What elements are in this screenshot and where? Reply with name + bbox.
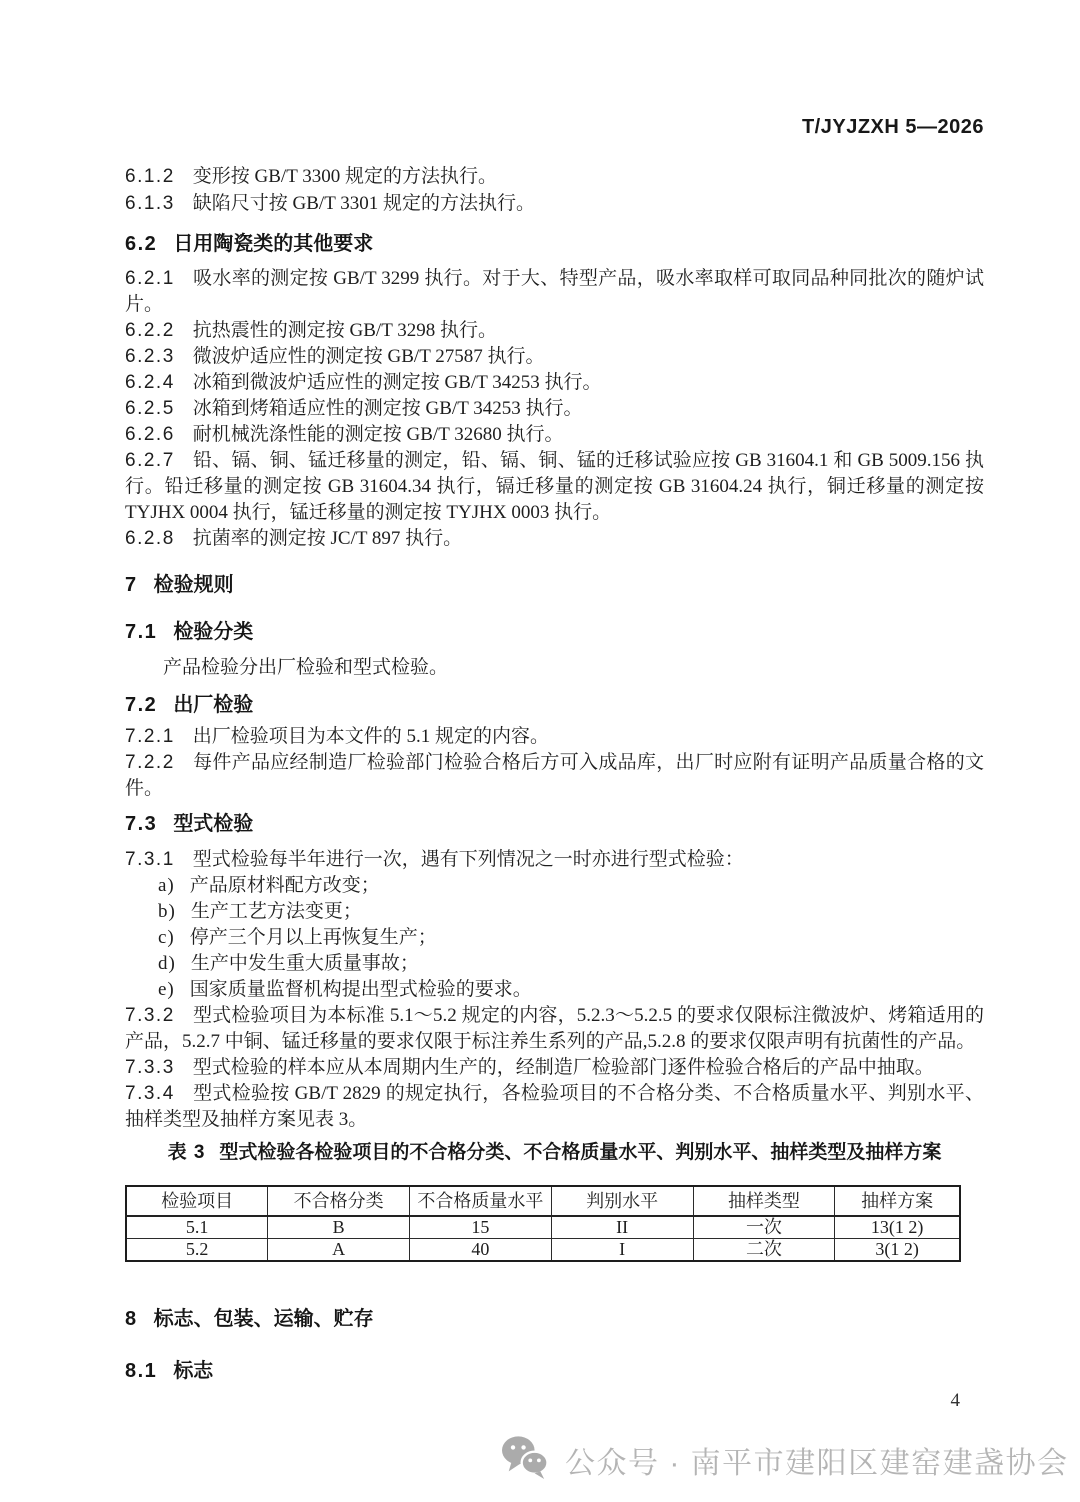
heading-text: 标志 bbox=[173, 1360, 214, 1382]
table-cell: II bbox=[551, 1216, 693, 1239]
heading-8 bbox=[125, 1306, 984, 1333]
list-item-e bbox=[125, 977, 984, 1003]
clause-text: 型式检验的样本应从本周期内生产的，经制造厂检验部门逐件检验合格后的产品中抽取。 bbox=[192, 1057, 934, 1078]
clause-text: 抗热震性的测定按 GB/T 3298 执行。 bbox=[192, 320, 497, 341]
clause-number: 6.2.2 bbox=[125, 320, 175, 341]
clause-number: 6.2.8 bbox=[125, 528, 175, 549]
table-title: 型式检验各检验项目的不合格分类、不合格质量水平、判别水平、抽样类型及抽样方案 bbox=[219, 1142, 942, 1163]
list-letter: b) bbox=[158, 901, 176, 922]
table-cell: 5.1 bbox=[126, 1216, 268, 1239]
list-letter: e) bbox=[158, 979, 175, 1000]
clause-number: 6.2.4 bbox=[125, 372, 175, 393]
clause-text: 变形按 GB/T 3300 规定的方法执行。 bbox=[192, 166, 497, 187]
list-item-c bbox=[125, 925, 984, 951]
clause-text: 每件产品应经制造厂检验部门检验合格后方可入成品库，出厂时应附有证明产品质量合格的文件。 bbox=[125, 752, 984, 799]
table-3 bbox=[125, 1185, 961, 1262]
list-text: 生产工艺方法变更； bbox=[190, 901, 362, 922]
clause-7-2-1 bbox=[125, 724, 984, 750]
clause-6-2-3 bbox=[125, 344, 984, 370]
heading-text: 日用陶瓷类的其他要求 bbox=[173, 233, 374, 255]
clause-6-2-8 bbox=[125, 526, 984, 552]
table-cell: 一次 bbox=[693, 1216, 835, 1239]
heading-7-1 bbox=[125, 619, 984, 646]
col-header-sampling-type: 抽样类型 bbox=[693, 1186, 835, 1216]
heading-number: 8 bbox=[125, 1308, 138, 1330]
clause-text: 耐机械洗涤性能的测定按 GB/T 32680 执行。 bbox=[192, 424, 564, 445]
table-label: 表 3 bbox=[167, 1142, 206, 1163]
heading-text: 型式检验 bbox=[173, 813, 254, 835]
heading-7-2 bbox=[125, 692, 984, 719]
table-row bbox=[126, 1239, 960, 1262]
clause-number: 6.1.3 bbox=[125, 193, 175, 214]
clause-number: 6.2.7 bbox=[125, 450, 175, 471]
table-cell: 13(1 2) bbox=[835, 1216, 960, 1239]
doc-number: T/JYJZXH 5—2026 bbox=[801, 116, 984, 138]
clause-text: 冰箱到微波炉适应性的测定按 GB/T 34253 执行。 bbox=[192, 372, 602, 393]
clause-number: 6.1.2 bbox=[125, 166, 175, 187]
table-cell: 40 bbox=[410, 1239, 552, 1262]
table-cell: I bbox=[551, 1239, 693, 1262]
clause-number: 6.2.1 bbox=[125, 268, 175, 289]
heading-8-1 bbox=[125, 1358, 984, 1385]
heading-7-3 bbox=[125, 811, 984, 838]
heading-number: 7 bbox=[125, 574, 138, 596]
list-text: 产品原材料配方改变； bbox=[189, 875, 380, 896]
clause-number: 6.2.6 bbox=[125, 424, 175, 445]
clause-6-2-6 bbox=[125, 422, 984, 448]
clause-text: 缺陷尺寸按 GB/T 3301 规定的方法执行。 bbox=[192, 193, 535, 214]
clause-7-3-1 bbox=[125, 847, 984, 873]
table-cell: A bbox=[268, 1239, 410, 1262]
heading-text: 出厂检验 bbox=[173, 694, 254, 716]
heading-number: 7.3 bbox=[125, 813, 158, 835]
clause-6-2-7 bbox=[125, 448, 984, 526]
list-letter: c) bbox=[158, 927, 175, 948]
list-text: 国家质量监督机构提出型式检验的要求。 bbox=[189, 979, 532, 1000]
paragraph-7-1: 产品检验分出厂检验和型式检验。 bbox=[163, 657, 449, 678]
heading-number: 6.2 bbox=[125, 233, 158, 255]
heading-number: 7.1 bbox=[125, 621, 158, 643]
list-letter: d) bbox=[158, 953, 176, 974]
clause-text: 型式检验按 GB/T 2829 的规定执行，各检验项目的不合格分类、不合格质量水平、判别水平、抽样类型及抽样方案见表 3。 bbox=[125, 1083, 984, 1130]
heading-text: 标志、包装、运输、贮存 bbox=[153, 1308, 374, 1330]
clause-text: 型式检验项目为本标准 5.1～5.2 规定的内容，5.2.3～5.2.5 的要求仅限标注微波炉、烤箱适用的产品，5.2.7 中铜、锰迁移量的要求仅限于标注养生系列的产品,5.2.8 的要求仅限声明有抗菌性的产品。 bbox=[125, 1005, 984, 1052]
table-cell: 5.2 bbox=[126, 1239, 268, 1262]
list-item-d bbox=[125, 951, 984, 977]
clause-number: 7.3.4 bbox=[125, 1083, 175, 1104]
list-letter: a) bbox=[158, 875, 175, 896]
clause-6-2-5 bbox=[125, 396, 984, 422]
col-header-defect-class: 不合格分类 bbox=[268, 1186, 410, 1216]
clause-text: 铅、镉、铜、锰迁移量的测定，铅、镉、铜、锰的迁移试验应按 GB 31604.1 和 GB 5009.156 执行。铅迁移量的测定按 GB 31604.34 执行，镉迁移量的测定按 GB 31604.24 执行，铜迁移量的测定按 TYJHX 0004 执行，锰迁移量的测定按 TYJHX 0003 执行。 bbox=[125, 450, 984, 523]
clause-7-2-2 bbox=[125, 750, 984, 802]
list-item-b bbox=[125, 899, 984, 925]
watermark-text: 公众号 · 南平市建阳区建窑建盏协会 bbox=[565, 1446, 1069, 1480]
wechat-icon bbox=[500, 1434, 550, 1485]
heading-text: 检验规则 bbox=[153, 574, 234, 596]
heading-7 bbox=[125, 572, 984, 599]
col-header-defect-quality-level: 不合格质量水平 bbox=[410, 1186, 552, 1216]
clause-text: 型式检验每半年进行一次，遇有下列情况之一时亦进行型式检验： bbox=[192, 849, 744, 870]
clause-number: 7.2.1 bbox=[125, 726, 175, 747]
col-header-inspection-item: 检验项目 bbox=[126, 1186, 268, 1216]
clause-7-3-2 bbox=[125, 1003, 984, 1055]
page-content bbox=[0, 116, 1080, 1385]
clause-7-3-3 bbox=[125, 1055, 984, 1081]
clause-7-3-4 bbox=[125, 1081, 984, 1133]
heading-6-2 bbox=[125, 231, 984, 258]
clause-6-2-2 bbox=[125, 318, 984, 344]
clause-number: 6.2.5 bbox=[125, 398, 175, 419]
clause-number: 7.3.2 bbox=[125, 1005, 175, 1026]
table-cell: 3(1 2) bbox=[835, 1239, 960, 1262]
table-row bbox=[126, 1216, 960, 1239]
table-cell: 15 bbox=[410, 1216, 552, 1239]
heading-text: 检验分类 bbox=[173, 621, 254, 643]
clause-number: 7.2.2 bbox=[125, 752, 175, 773]
table-cell: B bbox=[268, 1216, 410, 1239]
list-item-a bbox=[125, 873, 984, 899]
table-3-caption bbox=[125, 1140, 984, 1166]
clause-6-2-4 bbox=[125, 370, 984, 396]
table-cell: 二次 bbox=[693, 1239, 835, 1262]
clause-text: 微波炉适应性的测定按 GB/T 27587 执行。 bbox=[192, 346, 545, 367]
clause-text: 冰箱到烤箱适应性的测定按 GB/T 34253 执行。 bbox=[192, 398, 583, 419]
clause-number: 7.3.3 bbox=[125, 1057, 175, 1078]
col-header-sampling-plan: 抽样方案 bbox=[835, 1186, 960, 1216]
page-number: 4 bbox=[950, 1390, 960, 1411]
heading-number: 7.2 bbox=[125, 694, 158, 716]
list-text: 生产中发生重大质量事故； bbox=[190, 953, 419, 974]
clause-6-1-3 bbox=[125, 190, 984, 217]
heading-number: 8.1 bbox=[125, 1360, 158, 1382]
list-text: 停产三个月以上再恢复生产； bbox=[189, 927, 437, 948]
watermark bbox=[500, 1434, 1069, 1485]
clause-6-1-2 bbox=[125, 163, 984, 190]
clause-text: 吸水率的测定按 GB/T 3299 执行。对于大、特型产品，吸水率取样可取同品种同批次的随炉试片。 bbox=[125, 268, 984, 315]
clause-number: 7.3.1 bbox=[125, 849, 175, 870]
clause-text: 抗菌率的测定按 JC/T 897 执行。 bbox=[192, 528, 463, 549]
clause-text: 出厂检验项目为本文件的 5.1 规定的内容。 bbox=[192, 726, 550, 747]
col-header-discrimination-level: 判别水平 bbox=[551, 1186, 693, 1216]
table-header-row bbox=[126, 1186, 960, 1216]
clause-6-2-1 bbox=[125, 266, 984, 318]
clause-number: 6.2.3 bbox=[125, 346, 175, 367]
